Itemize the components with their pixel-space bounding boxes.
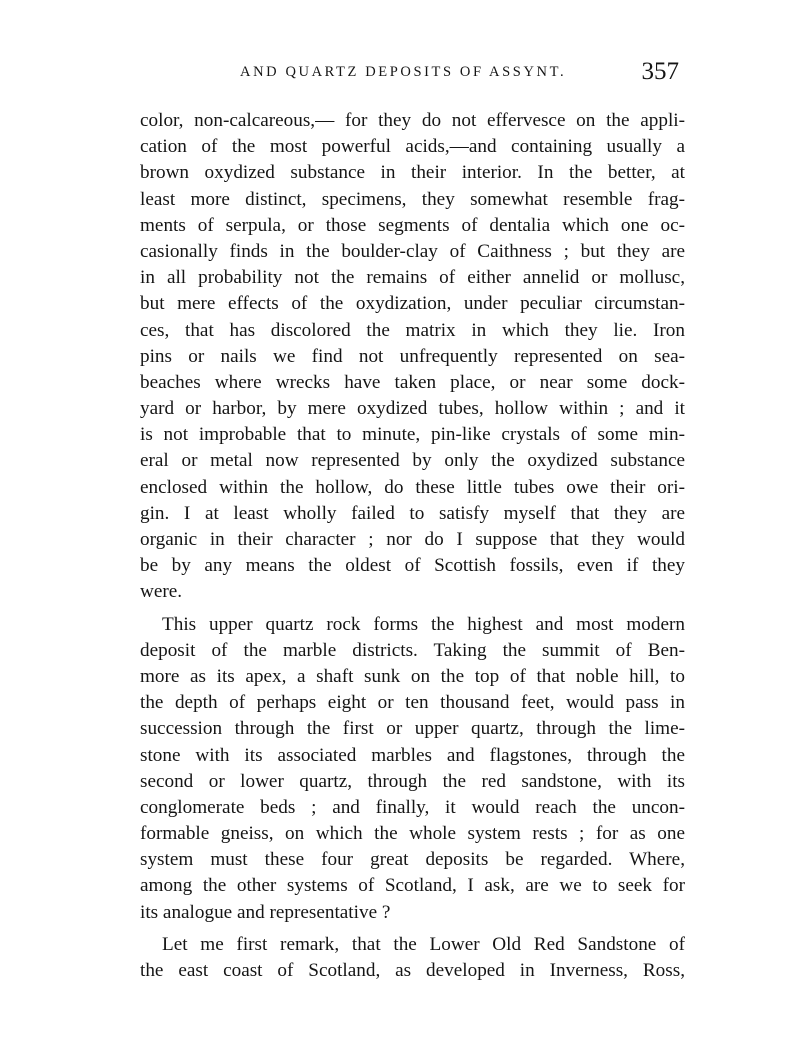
text-line: formable gneiss, on which the whole system rests ; for as one (140, 823, 685, 845)
paragraph-2 (140, 612, 685, 926)
text-line: casionally finds in the boulder-clay of Caithness ; but they are (140, 240, 685, 262)
text-line: Let me first remark, that the Lower Old Red Sandstone of (162, 933, 685, 955)
text-line: be by any means the oldest of Scottish fossils, even if they (140, 555, 685, 577)
text-line: enclosed within the hollow, do these little tubes owe their ori- (140, 476, 685, 498)
text-line: least more distinct, specimens, they somewhat resemble frag- (140, 188, 685, 210)
text-line: succession through the first or upper quartz, through the lime- (140, 718, 685, 740)
text-line: eral or metal now represented by only the oxydized substance (140, 450, 685, 472)
text-line: pins or nails we find not unfrequently represented on sea- (140, 345, 685, 367)
text-line: system must these four great deposits be regarded. Where, (140, 849, 685, 871)
text-line: brown oxydized substance in their interior. In the better, at (140, 162, 685, 184)
text-line: the depth of perhaps eight or ten thousand feet, would pass in (140, 692, 685, 714)
text-line: second or lower quartz, through the red sandstone, with its (140, 770, 685, 792)
paragraph-3 (140, 932, 685, 984)
running-head (140, 58, 685, 92)
text-line: among the other systems of Scotland, I ask, are we to seek for (140, 875, 685, 897)
text-line: more as its apex, a shaft sunk on the top of that noble hill, to (140, 665, 685, 687)
running-title: AND QUARTZ DEPOSITS OF ASSYNT. (240, 64, 567, 80)
text-line: ments of serpula, or those segments of dentalia which one oc- (140, 214, 685, 236)
text-line: yard or harbor, by mere oxydized tubes, hollow within ; and it (140, 398, 685, 420)
text-line: color, non-calcareous,— for they do not effervesce on the appli- (140, 110, 685, 131)
text-line: is not improbable that to minute, pin-like crystals of some min- (140, 424, 685, 446)
text-line: conglomerate beds ; and finally, it would reach the uncon- (140, 796, 685, 818)
text-line: were. (140, 581, 183, 603)
paragraph-1 (140, 108, 685, 606)
text-line: but mere effects of the oxydization, under peculiar circumstan- (140, 293, 685, 315)
text-line: stone with its associated marbles and flagstones, through the (140, 744, 685, 766)
text-line: in all probability not the remains of either annelid or mollusc, (140, 267, 685, 289)
text-line: the east coast of Scotland, as developed in Inverness, Ross, (140, 960, 685, 981)
text-line: deposit of the marble districts. Taking the summit of Ben- (140, 639, 685, 661)
body-text (140, 108, 685, 984)
text-line: cation of the most powerful acids,—and containing usually a (140, 136, 685, 158)
text-line: organic in their character ; nor do I suppose that they would (140, 529, 685, 550)
text-line: its analogue and representative ? (140, 901, 391, 923)
page-number: 357 (641, 58, 679, 85)
text-line: This upper quartz rock forms the highest and most modern (162, 613, 685, 635)
text-line: beaches where wrecks have taken place, or near some dock- (140, 371, 685, 393)
text-line: ces, that has discolored the matrix in which they lie. Iron (140, 319, 685, 341)
text-line: gin. I at least wholly failed to satisfy myself that they are (140, 502, 685, 524)
